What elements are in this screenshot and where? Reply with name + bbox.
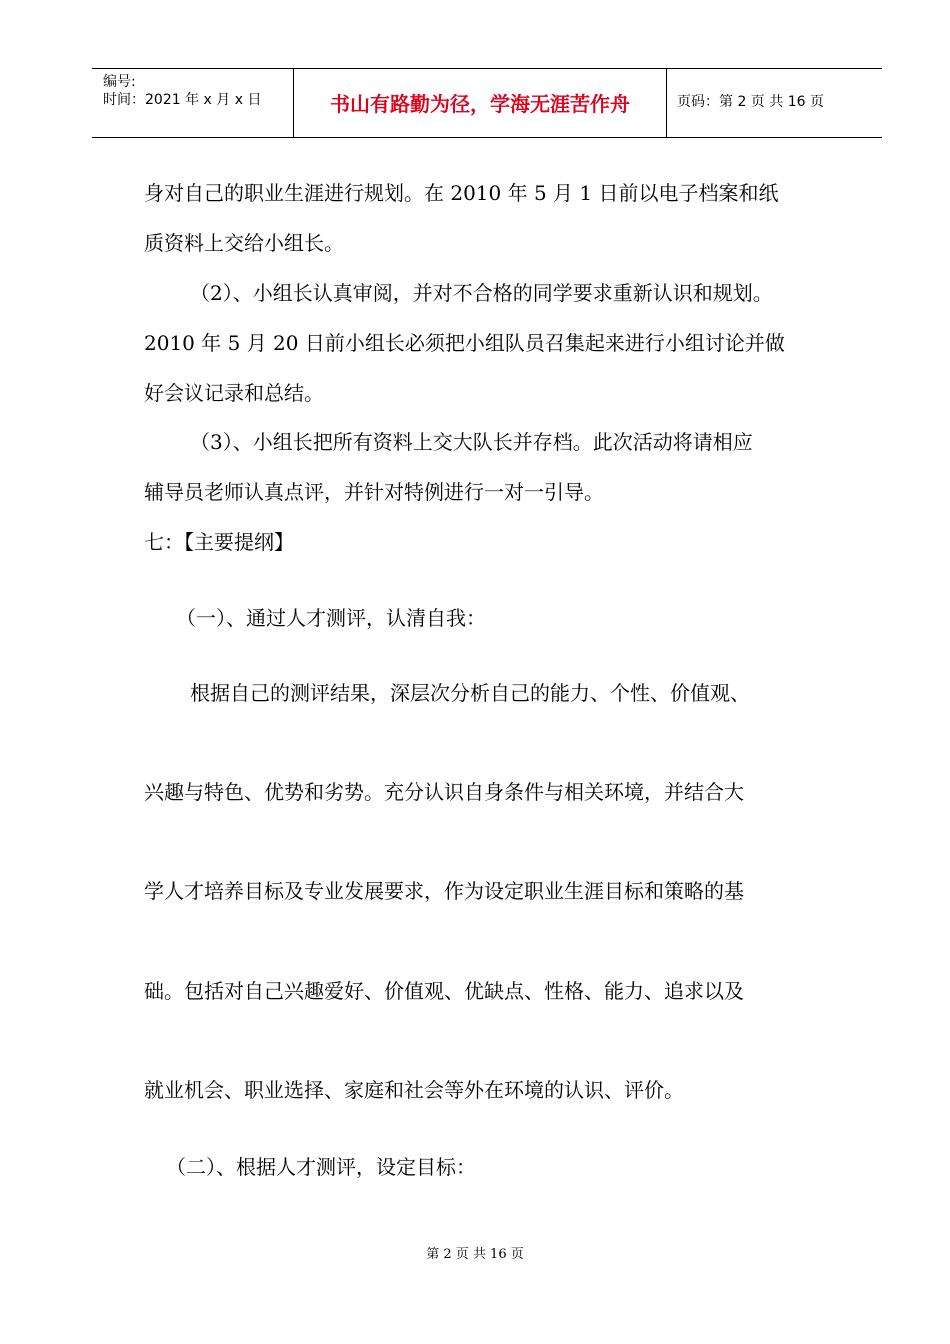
body-line: 根据自己的测评结果，深层次分析自己的能力、个性、价值观、 [190, 681, 750, 705]
body-line: 身对自己的职业生涯进行规划。在 2010 年 5 月 1 日前以电子档案和纸 [144, 181, 779, 205]
document-number-label: 编号: [103, 74, 136, 90]
header-page-cell [667, 69, 882, 137]
header-slogan-cell [294, 69, 667, 137]
body-line: 就业机会、职业选择、家庭和社会等外在环境的认识、评价。 [144, 1078, 684, 1102]
body-line: 2010 年 5 月 20 日前小组长必须把小组队员召集起来进行小组讨论并做 [144, 331, 785, 355]
body-line: 础。包括对自己兴趣爱好、价值观、优缺点、性格、能力、追求以及 [144, 979, 744, 1003]
body-line: 质资料上交给小组长。 [144, 231, 344, 255]
page-footer: 第 2 页 共 16 页 [426, 1247, 524, 1262]
body-line: 学人才培养目标及专业发展要求，作为设定职业生涯目标和策略的基 [144, 879, 744, 903]
subsection-heading: （一）、通过人才测评，认清自我： [176, 606, 486, 630]
body-line: （3）、小组长把所有资料上交大队长并存档。此次活动将请相应 [190, 430, 753, 454]
body-line: 好会议记录和总结。 [144, 381, 324, 405]
body-line: 兴趣与特色、优势和劣势。充分认识自身条件与相关环境，并结合大 [144, 780, 744, 804]
page-header [92, 68, 882, 138]
subsection-heading: （二）、根据人才测评，设定目标： [166, 1155, 476, 1179]
body-line: 辅导员老师认真点评，并针对特例进行一对一引导。 [144, 480, 604, 504]
document-time-label: 时间：2021 年 x 月 x 日 [103, 92, 262, 108]
header-info-cell [92, 69, 294, 137]
body-line: （2）、小组长认真审阅，并对不合格的同学要求重新认识和规划。 [190, 281, 773, 305]
header-page-code: 页码：第 2 页 共 16 页 [677, 94, 824, 110]
header-slogan: 书山有路勤为径，学海无涯苦作舟 [330, 92, 630, 116]
section-heading: 七：【主要提纲】 [144, 530, 294, 554]
